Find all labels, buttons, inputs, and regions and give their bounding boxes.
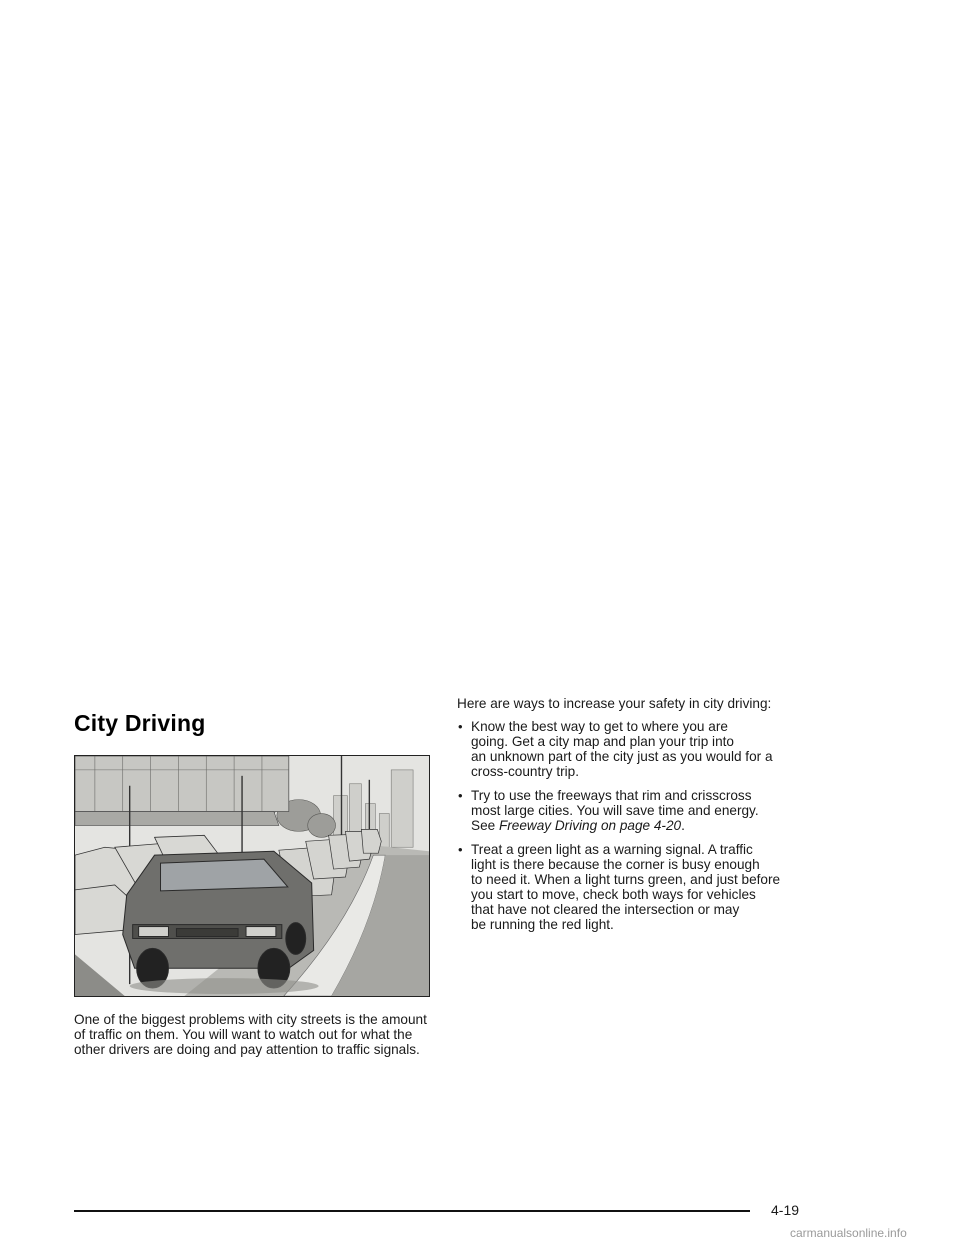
see-suffix: . bbox=[681, 818, 685, 833]
page-number: 4-19 bbox=[771, 1202, 800, 1218]
tip-line: Try to use the freeways that rim and crisscross bbox=[471, 788, 752, 803]
see-prefix: See bbox=[471, 818, 499, 833]
tip-line: Know the best way to get to where you are bbox=[471, 719, 728, 734]
bullet-icon: • bbox=[458, 788, 463, 803]
section-title: City Driving bbox=[74, 710, 206, 736]
tip-line: Treat a green light as a warning signal. A traffic bbox=[471, 842, 753, 857]
safety-tip bbox=[457, 788, 837, 833]
safety-tip bbox=[457, 842, 837, 932]
tip-line: be running the red light. bbox=[471, 917, 614, 932]
watermark: carmanualsonline.info bbox=[790, 1226, 907, 1240]
tip-see-line bbox=[471, 818, 837, 833]
tip-line: to need it. When a light turns green, and just before bbox=[471, 872, 781, 887]
freeway-driving-xref[interactable]: Freeway Driving on page 4-20 bbox=[498, 818, 682, 833]
bullet-icon: • bbox=[458, 719, 463, 734]
tip-line: that have not cleared the intersection or may bbox=[471, 902, 740, 917]
city-traffic-icon bbox=[75, 756, 429, 996]
bullet-icon: • bbox=[458, 842, 463, 857]
tip-line: an unknown part of the city just as you would for a bbox=[471, 749, 773, 764]
tip-line: cross-country trip. bbox=[471, 764, 580, 779]
tip-line: going. Get a city map and plan your trip into bbox=[471, 734, 734, 749]
intro-paragraph: One of the biggest problems with city streets is the amount of traffic on them. You will want to watch out for what the other drivers are doing and pay attention to traffic signals. bbox=[74, 1012, 427, 1057]
right-column bbox=[457, 696, 837, 941]
safety-tips-list bbox=[457, 719, 837, 932]
safety-intro: Here are ways to increase your safety in city driving: bbox=[457, 696, 772, 711]
tip-line: you start to move, check both ways for vehicles bbox=[471, 887, 756, 902]
tip-line: light is there because the corner is busy enough bbox=[471, 857, 760, 872]
city-traffic-illustration bbox=[74, 755, 430, 997]
safety-tip bbox=[457, 719, 837, 779]
footer-rule bbox=[74, 1210, 750, 1212]
tip-line: most large cities. You will save time and energy. bbox=[471, 803, 759, 818]
